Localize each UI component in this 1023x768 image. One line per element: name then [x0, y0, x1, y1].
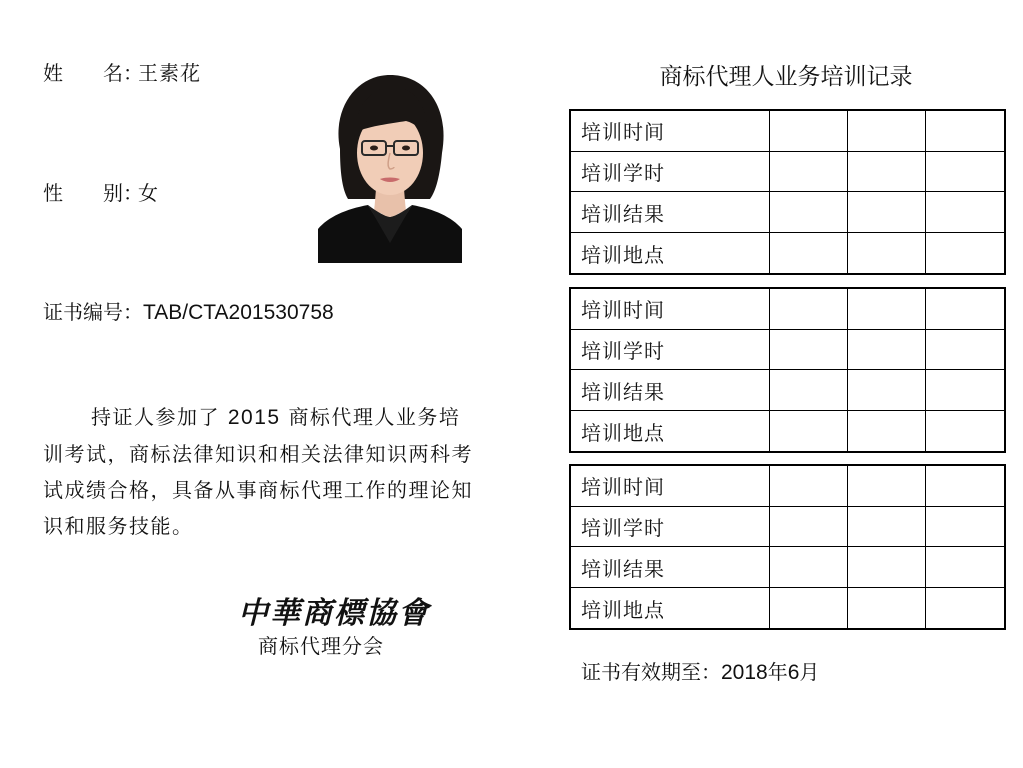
- name-label: 姓 名：: [43, 61, 143, 85]
- table-row: [571, 411, 1004, 451]
- validity-year-suffix: 年: [767, 660, 788, 684]
- table-row: [571, 329, 1004, 370]
- certificate-statement: [43, 399, 475, 544]
- row-label-location: 培训地点: [571, 411, 770, 451]
- issuer-calligraphy: 中華商標協會: [238, 596, 430, 631]
- name-value: 王素花: [138, 61, 201, 85]
- row-label-result: 培训结果: [571, 192, 770, 233]
- validity-date: [581, 656, 819, 685]
- training-record-title: 商标代理人业务培训记录: [659, 64, 913, 90]
- row-label-hours: 培训学时: [571, 329, 770, 370]
- table-row: [571, 466, 1004, 506]
- training-table-1: [571, 111, 1004, 273]
- statement-part1: 持证人参加了: [91, 405, 220, 429]
- table-row: [571, 192, 1004, 233]
- row-label-location: 培训地点: [571, 588, 770, 628]
- table-row: [571, 547, 1004, 588]
- validity-year: 2018: [721, 661, 768, 684]
- name-field: [43, 57, 201, 86]
- row-label-time: 培训时间: [571, 289, 770, 329]
- statement-year: 2015: [227, 406, 281, 429]
- gender-label: 性 别：: [43, 181, 143, 205]
- table-row: [571, 111, 1004, 151]
- id-photo: [318, 71, 462, 263]
- row-label-time: 培训时间: [571, 466, 770, 506]
- row-label-result: 培训结果: [571, 370, 770, 411]
- training-block-1: [569, 109, 1006, 275]
- training-block-3: [569, 464, 1006, 630]
- certificate-number-label: 证书编号：: [43, 300, 143, 324]
- gender-field: [43, 177, 159, 206]
- row-label-hours: 培训学时: [571, 506, 770, 547]
- validity-month: 6: [787, 661, 800, 684]
- portrait-illustration: [318, 71, 462, 263]
- table-row: [571, 289, 1004, 329]
- training-table-2: [571, 289, 1004, 451]
- validity-month-suffix: 月: [799, 660, 820, 684]
- validity-label: 证书有效期至：: [581, 660, 721, 684]
- table-row: [571, 151, 1004, 192]
- table-row: [571, 370, 1004, 411]
- certificate-number-value: TAB/CTA201530758: [143, 301, 334, 324]
- gender-value: 女: [138, 181, 159, 205]
- row-label-time: 培训时间: [571, 111, 770, 151]
- certificate-number: [43, 296, 334, 325]
- table-row: [571, 588, 1004, 628]
- table-row: [571, 233, 1004, 273]
- table-row: [571, 506, 1004, 547]
- row-label-result: 培训结果: [571, 547, 770, 588]
- statement-part2: 商标代理人业务培训考试，商标法律知识和相关法律知识两科考试成绩合格，具备从事商标代理工作的理论知识和服务技能。: [43, 405, 473, 538]
- issuer-branch: 商标代理分会: [258, 634, 384, 658]
- row-label-hours: 培训学时: [571, 151, 770, 192]
- row-label-location: 培训地点: [571, 233, 770, 273]
- training-block-2: [569, 287, 1006, 453]
- training-table-3: [571, 466, 1004, 628]
